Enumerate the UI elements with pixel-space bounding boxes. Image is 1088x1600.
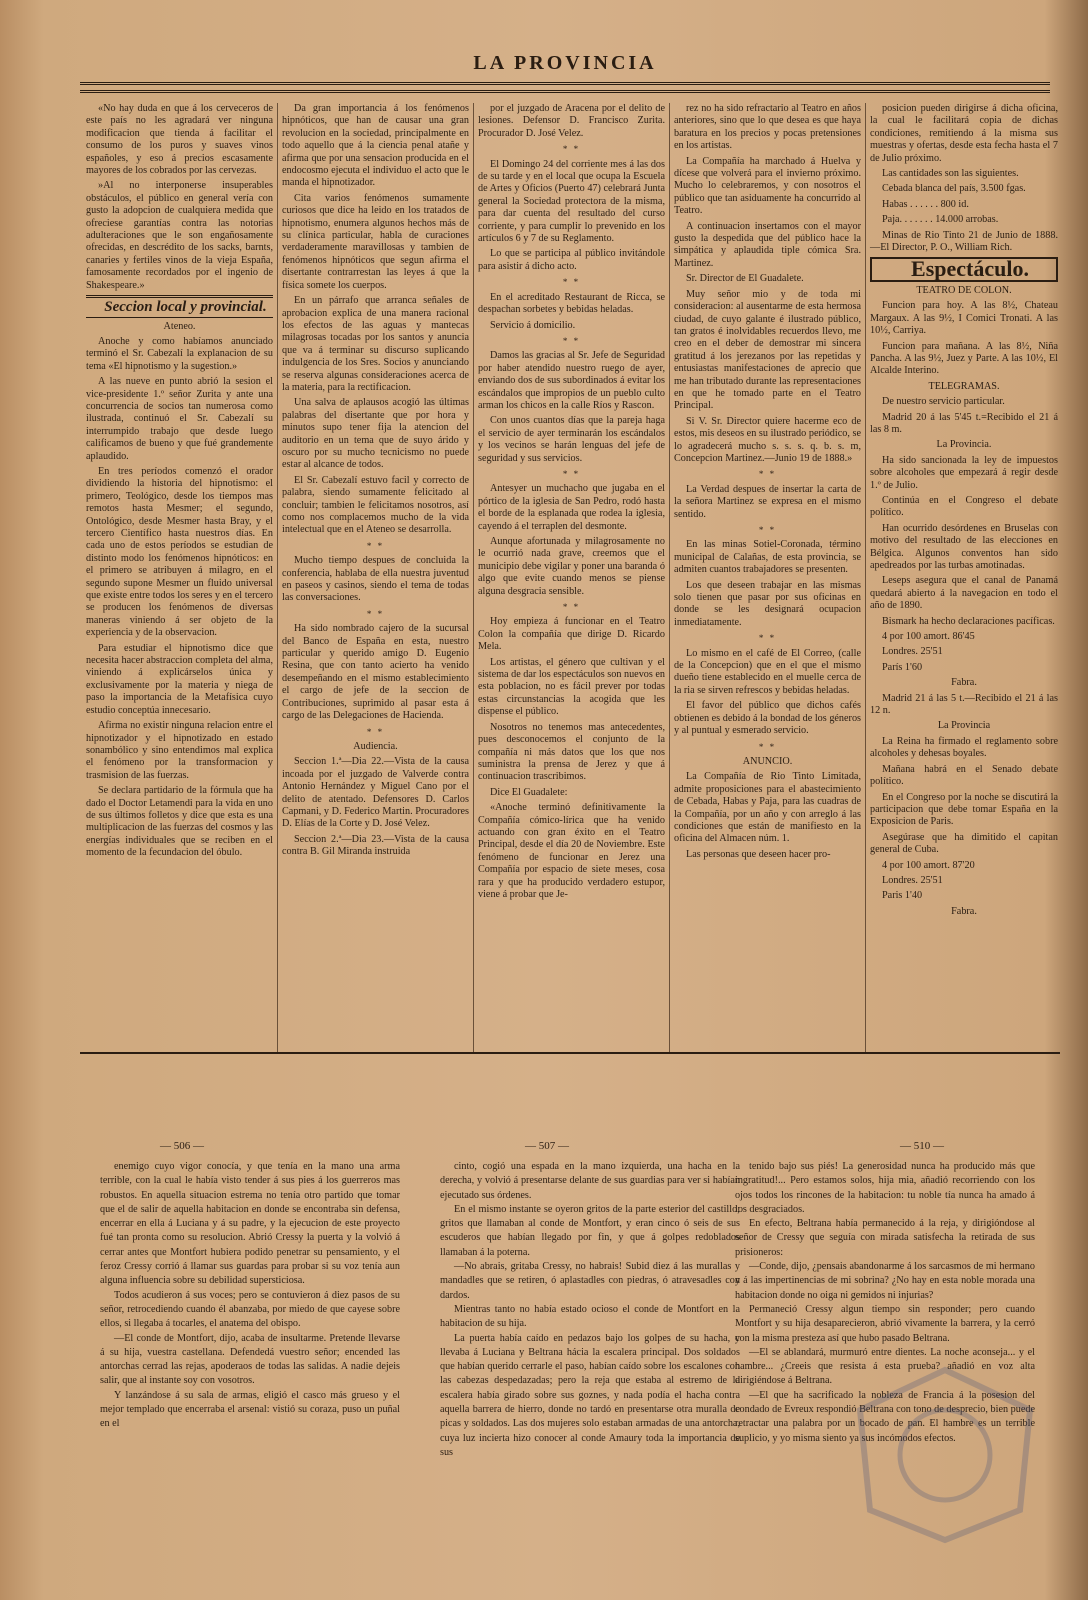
paragraph: La Compañía de Rio Tinto Limitada, admite proposiciones para el abastecimiento de Cebada, Habas y Paja, para las cuadras de la Compañía, por un año y con arreglo á las condiciones que están de manifiesto en la oficina del Almacen núm. 1. — [674, 771, 861, 845]
folletin-paragraph: —El se ablandará, murmuró entre dientes. La noche aconseja... y el hambre... ¿Creeis que resista á esta prueba? añadió en voz alta dirigiéndose á Beltrana. — [735, 1346, 1035, 1387]
library-stamp — [840, 1360, 1050, 1550]
paragraph: Paris 1'40 — [882, 890, 923, 902]
paragraph: Mañana habrá en el Senado debate político. — [870, 763, 1058, 788]
paragraph: rez no ha sido refractario al Teatro en años anteriores, sino que lo que desea es que haya baratura en los precios y pocas pretensiones en los artistas. — [674, 103, 861, 152]
section-divider: * * — [758, 525, 777, 535]
paragraph: Anoche y como habíamos anunciado terminó el Sr. Cabezalí la explanacion de su tema «El hipnotismo y la sugestion.» — [86, 335, 273, 372]
paragraph: El favor del público que dichos cafés obtienen es debido á la bondad de los géneros y al puntual y esmerado servicio. — [674, 700, 861, 737]
bottom-rule — [80, 1052, 1060, 1054]
paragraph: Antesyer un muchacho que jugaba en el pórtico de la iglesia de San Pedro, rodó hasta el borde de la esplanada que rodea la iglesia, cayendo á el terraplen del desmonte. — [478, 483, 665, 532]
paragraph: Seccion 2.ª—Dia 23.—Vista de la causa contra B. Gil Miranda instruida — [282, 833, 469, 858]
paragraph: Madrid 20 á las 5'45 t.=Recibido el 21 á las 8 m. — [870, 411, 1058, 435]
paragraph: Se declara partidario de la fórmula que ha dado el Doctor Letamendi para la vida en uno de sus últimos folletos y dice que esta es una multiplicacion de las fuerzas del cosmos y las energías individuales que se reciben en el momento de la fecundacion del óbulo. — [86, 785, 273, 859]
paragraph: El Sr. Cabezalí estuvo facil y correcto de palabra, siendo sumamente felicitado al concluir; tambien le felicitamos nosotros, así como nos complacemos mucho de la vida intelectual que en el Ateneo se desarrolla. — [282, 474, 469, 536]
folletin-paragraph: En efecto, Beltrana había permanecido á la reja, y dirigióndose al señor de Cressy que seguía con mirada satisfecha la retirada de sus prisioneros: — [735, 1218, 1035, 1258]
page-number-right: — 510 — — [900, 1140, 944, 1152]
column-4 — [670, 103, 866, 1053]
folletin-paragraph: Permaneció Cressy algun tiempo sin responder; pero cuando Montfort y su hija desaparecieron, abrió vivamente la barrera, y la cerró con la misma presteza así que hubo pasado Beltrana. — [735, 1303, 1035, 1344]
paragraph: Seccion 1.ª—Dia 22.—Vista de la causa incoada por el juzgado de Valverde contra Antonio Hernández y Miguel Cano por el delito de atentado. Defensores D. Carlos Capmani, y D. Federico Martin. Procuradores D. Elías de la Corte y D. José Velez. — [282, 756, 469, 830]
section-heading: Espectáculo. — [870, 257, 1058, 281]
centered-line: ANUNCIO. — [742, 755, 793, 767]
section-divider: * * — [758, 469, 777, 480]
paragraph: Cebada blanca del país, 3.500 fgas. — [882, 183, 1026, 195]
section-divider: * * — [366, 726, 385, 737]
paragraph: Con unos cuantos días que la pareja haga el servicio de ayer terminarán los escándalos y los vecinos se harán lenguas del jefe de seguridad y sus servicios. — [478, 415, 665, 464]
centered-line: Ateneo. — [163, 320, 196, 332]
paragraph: En un párrafo que arranca señales de aprobacion explica de una manera racional los efectos de las aguas y mantecas milagrosas tocadas por los santos y anuncia que va á terminar su discurso suplicando indulgencia de los Sres. Socios y anunciando se reserva algunas consideraciones acerca de la materia, para la rectificacion. — [282, 295, 469, 393]
column-2 — [278, 103, 474, 1053]
paragraph: »Al no interponerse insuperables obstáculos, el público en general vería con gusto la adopcion de cualquiera medida que ofreciese garantías contra las notorias adulteraciones que le son engañosamente ofrecidas, en descrédito de los sacks, barnts, canaries y fertiles vinos de la vieja España, famosamente recordados por el ingenio de Shakespeare.» — [86, 180, 273, 291]
section-divider: * * — [758, 741, 777, 752]
paragraph: Funcion para mañana. A las 8½, Niña Pancha. A las 9½, Juez y Parte. A las 10½, El Alcalde Interino. — [870, 340, 1058, 377]
folletin-paragraph: Mientras tanto no había estado ocioso el conde de Montfort en la habitacion de su hija. — [440, 1303, 740, 1330]
column-3 — [474, 103, 670, 1053]
paragraph: 4 por 100 amort. 87'20 — [882, 859, 975, 871]
paragraph: De nuestro servicio particular. — [882, 396, 1005, 408]
folletin-paragraph: Y lanzándose á su sala de armas, eligió el casco más grueso y el mejor templado que encerraba el arsenal: vistió su coraza, puso un puñal en el — [100, 1389, 400, 1430]
paragraph: Las personas que deseen hacer pro- — [686, 848, 831, 860]
paragraph: Madrid 21 á las 5 t.—Recibido el 21 á las 12 n. — [870, 692, 1058, 717]
paragraph: Muy señor mio y de toda mi consideracion: al ausentarme de esta hermosa ciudad, de cuyo galante é ilustrado público, tan gratos é inolvidables recuerdos llevo, me creo en el deber de demostrar mi sincera gratitud á los jerezanos por las repetidas y entusiastas manifestaciones de aprecio que me han tributado durante las representaciones en que he tomado parte en el Teatro Principal. — [674, 288, 861, 412]
paragraph: Bismark ha hecho declaraciones pacíficas. — [882, 615, 1055, 627]
paragraph: Londres. 25'51 — [882, 646, 943, 658]
section-divider: * * — [758, 633, 777, 644]
folletin-paragraph: enemigo cuyo vigor conocía, y que tenía en la mano una arma terrible, con la cual le había visto tender á sus pies á los guerreros mas robustos. En aquella situacion estrema no tenía otro partido que tomar que el de salir de aquella habitacion en donde se encontraba sin defensa, encerrar en ella á Luciana y á su padre, y la ejecucion de este proyecto fué tan pronta como su resolucion. Abrió Cressy la puerta y la volvió á cerrar antes que Montfort hubiera podido penetrar su pensamiento, y el feroz Cressy corrió á llamar sus guardas para probar si su voz tenía aun alguna influencia sobre su debilidad supersticiosa. — [100, 1161, 400, 1287]
paragraph: Cita varios fenómenos sumamente curiosos que dice ha leido en los tratados de hipnotismo, enumera algunos hechos más de su clínica particular, habla de curaciones verdaderamente maravillosas y tambien de fenómenos hipnóticos que segun afirma el disertante contrarrestan las leyes á que la física somete los cuerpos. — [282, 192, 469, 291]
paragraph: La Verdad despues de insertar la carta de la señora Martinez se expresa en el mismo sentido. — [674, 483, 861, 520]
paragraph: Ha sido nombrado cajero de la sucursal del Banco de España en esta, nuestro particular y querido amigo D. Eugenio Resina, que con tanto acierto ha venido desempeñando en el mismo establecimiento el cargo de jefe de la seccion de Contribuciones, suprimido al pasar esta á cargo de las Delegaciones de Hacienda. — [282, 623, 469, 722]
masthead: LA PROVINCIA — [473, 52, 657, 74]
paragraph: La Reina ha firmado el reglamento sobre alcoholes y dehesas boyales. — [870, 735, 1058, 760]
paragraph: Para estudiar el hipnotismo dice que necesita hacer abstraccion completa del alma, viniendo á explicárselos única y exclusivamente por la materia y niega de paso la importancia de la Metafísica cuyo estudio conceptúa innecesario. — [86, 642, 273, 716]
folletin-paragraph: La puerta había caído en pedazos bajo los golpes de su hacha, y llevaba á Luciana y Beltrana hácia la escalera principal. Dos soldados que habían querido cerrarle el paso, habían caído sobre los escalones con las cabezas despedazadas; pero la reja que estaba al estremo de la escalera había girado sobre sus goznes, y nada podía el hacha contra aquella barrera de hierro, donde no tardó en presentarse otra muralla de picas y soldados. Las dos mujeres solo estaban armadas de una antorcha, cuya luz incierta hizo conocer al conde Amaury toda la importancia de sus — [440, 1332, 740, 1458]
paragraph: Asegúrase que ha dimitido el capitan general de Cuba. — [870, 831, 1058, 856]
paragraph: «Anoche terminó definitivamente la Compañía cómico-lírica que ha venido actuando con gran éxito en el Teatro Principal, desde el día 20 de Noviembre. Este fenómeno de funcionar en Jerez una Compañía por espacio de siete meses, cosa rara y que ha producido verdadero estupor, viene á probar que Je- — [478, 802, 665, 900]
centered-line: Fabra. — [951, 905, 977, 917]
section-divider: * * — [562, 602, 581, 613]
column-1 — [82, 103, 278, 1053]
paragraph: Los artistas, el género que cultivan y el sistema de dar los espectáculos son nuevos en esta poblacion, no es fácil prever por todas estas circunstancias la acogida que les dispense el público. — [478, 656, 666, 718]
folletin-paragraph: Todos acudieron á sus voces; pero se contuvieron á diez pasos de su señor, retrocediendo cuando él abanzaba, por miedo de que cayese sobre ellos, si llegaba á tocarles, el anatema del obispo. — [100, 1289, 400, 1330]
folletin-paragraph: En el mismo instante se oyeron gritos de la parte esterior del castillo; gritos que llamaban al conde de Montfort, y eran cinco ó seis de sus escuderos que habían llegado por fin, y que á golpes redoblados llamaban á la poterna. — [440, 1203, 740, 1258]
column-5 — [866, 103, 1062, 1053]
section-heading: Seccion local y provincial. — [86, 295, 273, 317]
section-divider: * * — [562, 335, 581, 346]
section-divider: * * — [366, 608, 385, 619]
paragraph: Ha sido sancionada la ley de impuestos sobre alcoholes que empezará á regir desde 1.º de Julio. — [870, 454, 1058, 491]
folletin-paragraph: —No abrais, gritaba Cressy, no habrais! Subid diez á las murallas y mandadles que se retiren, ó aplastadles con piedras, ó atravesadles con dardos. — [440, 1261, 740, 1301]
paragraph: Leseps asegura que el canal de Panamá quedará abierto á la navegacion en todo el año de 1890. — [870, 575, 1058, 612]
section-divider: * * — [562, 277, 581, 288]
paragraph: Paja. . . . . . . 14.000 arrobas. — [882, 214, 999, 226]
folletin-paragraph: tenido bajo sus piés! La generosidad nunca ha producido más que ingratitud!... Pero estamos solos, hija mia, añadió recorriendo con los ojos todos los rincones de la habitacion: tu noble tía nunca ha amado á los desgraciados. — [735, 1161, 1035, 1215]
paragraph: Servicio á domicilio. — [490, 319, 576, 331]
folletin-left — [100, 1160, 400, 1580]
paragraph: Dice El Guadalete: — [490, 786, 568, 798]
centered-line: Fabra. — [951, 677, 977, 689]
paragraph: En el acreditado Restaurant de Ricca, se despachan sorbetes y bebidas heladas. — [478, 291, 665, 316]
paragraph: posicion pueden dirigirse á dicha oficina, la cual le facilitará copia de dichas condiciones, remitiendo á la misma sus muestras y ofertas, desde esta fecha hasta el 7 de Julio próximo. — [870, 103, 1058, 164]
section-divider: * * — [562, 144, 581, 155]
paragraph: Damos las gracias al Sr. Jefe de Seguridad por haber atendido nuestro ruego de ayer, enviando dos de sus subordinados á evitar los escándalos que impropios de un pueblo culto arman los chicos en la calle Ríos y Rascon. — [478, 350, 665, 411]
paragraph: Los que deseen trabajar en las mismas solo tienen que pasar por sus oficinas en donde se les designará ocupacion inmediatamente. — [674, 579, 861, 628]
paragraph: Minas de Rio Tinto 21 de Junio de 1888.—El Director, P. O., William Rich. — [870, 229, 1058, 254]
paragraph: Sr. Director de El Guadalete. — [686, 273, 804, 285]
paragraph: A continuacion insertamos con el mayor gusto la despedida que del público hace la simpática y aplaudida tiple cómica Sra. Martinez. — [674, 220, 861, 269]
paragraph: La Compañía ha marchado á Huelva y dícese que volverá para el invierno próximo. Mucho lo celebraremos, y con nosotros el público que tan asiduamente ha concurrido al Teatro. — [674, 155, 861, 217]
section-divider: * * — [366, 540, 385, 551]
paragraph: Afirma no existir ninguna relacion entre el hipnotizador y el hipnotizado en estado sonambólico y sino entendimos mal explica el fenómeno por la transformacion y trasmision de las fuerzas. — [86, 720, 273, 781]
paragraph: Las cantidades son las siguientes. — [882, 168, 1019, 180]
page-number-left: — 506 — — [160, 1140, 204, 1152]
paragraph: por el juzgado de Aracena por el delito de lesiones. Defensor D. Francisco Zurita. Procurador D. José Velez. — [478, 103, 665, 139]
paragraph: 4 por 100 amort. 86'45 — [882, 631, 975, 643]
folletin-paragraph: —El que ha sacrificado la nobleza de Francia á la posesion del condado de Evreux respondió Beltrana con tono de desprecio, bien puede retractar una palabra por un bocado de pan. El hambre es un terrible suplicio, y yo misma siento ya sus incómodos efectos. — [735, 1389, 1035, 1444]
paragraph: Continúa en el Congreso el debate político. — [870, 494, 1058, 519]
paragraph: En las minas Sotiel-Coronada, término municipal de Calañas, de esta provincia, se admiten cuantos trabajadores se presenten. — [674, 539, 861, 576]
paragraph: El Domingo 24 del corriente mes á las dos de su tarde y en el local que ocupa la Escuela de Artes y Oficios (Puerto 47) celebrará Junta general la Sociedad protectora de la misma, para dar cuenta del resultado del curso corriente, y para cumplir lo prevenido en los artículos 6 y 7 de su Reglamento. — [478, 158, 665, 245]
folletin-middle — [440, 1160, 740, 1580]
top-rule-2 — [80, 90, 1050, 93]
paragraph: Lo mismo en el café de El Correo, (calle de la Concepcion) que en el que el mismo dueño tiene establecido en el muelle cerca de la ria se sirven refrescos y bebidas heladas. — [674, 647, 861, 696]
paragraph: Una salva de aplausos acogió las últimas palabras del disertante que por hora y minutos supo tener fija la atencion del auditorio en un tema que de suyo árido y oscuro por su mucho tecnicismo no puede estar al alcance de todos. — [282, 397, 469, 471]
paragraph: Habas . . . . . . 800 id. — [882, 198, 969, 210]
paragraph: «No hay duda en que á los cerveceros de este país no les agradará ver ninguna modificacion que tienda á facilitar el consumo de los puros y suaves vinos españoles, y eso á precios escasamente mayores de los cobrados por las cervezas. — [86, 103, 273, 177]
paragraph: En tres períodos comenzó el orador dividiendo la historia del hipnotismo: el primero, Teológico, desde los tiempos mas remotos hasta Mesmer; el segundo, Ontológico, desde Mesmer hasta Bray, y el tercero Científico hasta nuestros días. En cada uno de estos períodos se estudian de distinto modo los fenómenos hipnóticos: en el primero se atribuyen á milagro, en el segundo supone Mesmer un fluido universal que existe entre todos los seres y en el tercero se producen los fenómenos de diversas maneras viniendo á ser objeto de la experiencia y de la observacion. — [86, 465, 273, 639]
folletin-paragraph: cinto, cogió una espada en la mano izquierda, una hacha en la derecha, y volvió á presentarse delante de sus guardias para ver si habían ejecutado sus órdenes. — [440, 1161, 740, 1201]
paragraph: En el Congreso por la noche se discutirá la participacion que debe tomar España en la Exposicion de Paris. — [870, 791, 1058, 828]
centered-line: TELEGRAMAS. — [928, 380, 1000, 392]
centered-line: Audiencia. — [353, 740, 398, 752]
centered-line: La Provincia — [937, 720, 991, 732]
top-rule — [80, 82, 1050, 85]
centered-line: TEATRO DE COLON. — [916, 284, 1012, 296]
paragraph: Da gran importancia á los fenómenos hipnóticos, que han de causar una gran revolucion en la sociedad, principalmente en todo aquello que á la ciencia penal atañe y afirma que por una sensacion producida en el endocosmo ejecuta el individuo el acto que le manda el hipnotizador. — [282, 103, 469, 189]
folletin-paragraph: —El conde de Montfort, dijo, acaba de insultarme. Pretende llevarse á su hija, vuestra castellana. Defendedá vuestro señor; encended las antorchas cerrad las rejas, apoderaos de todas las salidas. A nadie dejeis salir, que al instante soy con vosotros. — [100, 1332, 400, 1387]
paragraph: Aunque afortunada y milagrosamente no le ocurrió nada grave, creemos que el municipio debe vigilar y poner una baranda ó algo que evite cuando menos se piense alguna desgracia sensible. — [478, 536, 665, 597]
paragraph: Nosotros no tenemos mas antecedentes, pues desconocemos el conjunto de la compañía ni más datos que los que nos suministra la prensa de Jerez y que á continuacion trascribimos. — [478, 721, 665, 783]
paragraph: A las nueve en punto abrió la sesion el vice-presidente 1.º señor Zurita y ante una concurrencia de socios tan numerosa como ilustrada, continuó el Sr. Cabezalí su interrumpido trabajo que desde luego calificamos de bueno y que fué grandemente aplaudido. — [86, 376, 273, 462]
paragraph: Funcion para hoy. A las 8½, Chateau Margaux. A las 9½, I Comici Tronati. A las 10½, Carriya. — [870, 300, 1058, 337]
columns — [82, 103, 1062, 1053]
paragraph: Si V. Sr. Director quiere hacerme eco de estos, mis deseos en su ilustrado periódico, se lo agradecerá mucho s. s. s. q. b. s. m, Concepcion Martinez.—Junio 19 de 1888.» — [674, 415, 861, 464]
paragraph: Londres. 25'51 — [882, 874, 943, 886]
paragraph: Mucho tiempo despues de concluida la conferencia, hablaba de ella nuestra juventud en paseos y casinos, siendo el tema de todas las conversaciones. — [282, 555, 469, 604]
paragraph: Han ocurrido desórdenes en Bruselas con motivo del resultado de las elecciones en Bélgica. Algunos conventos han sido apedreados por las turbas amotinadas. — [870, 522, 1058, 571]
paragraph: París 1'60 — [882, 661, 923, 673]
centered-line: La Provincia. — [936, 439, 992, 451]
page-number-middle: — 507 — — [525, 1140, 569, 1152]
paragraph: Lo que se participa al público invitándole para asistir á dicho acto. — [478, 248, 665, 272]
section-divider: * * — [562, 468, 581, 479]
folletin-paragraph: —Conde, dijo, ¿pensais abandonarme á los sarcasmos de mi hermano y á las impertinencias de mi sobrina? ¿No hay en esta noble morada una habitacion donde no oiga ni gemidos ni injurias? — [735, 1261, 1035, 1301]
paragraph: Hoy empieza á funcionar en el Teatro Colon la compañía que dirige D. Ricardo Mela. — [478, 616, 665, 653]
